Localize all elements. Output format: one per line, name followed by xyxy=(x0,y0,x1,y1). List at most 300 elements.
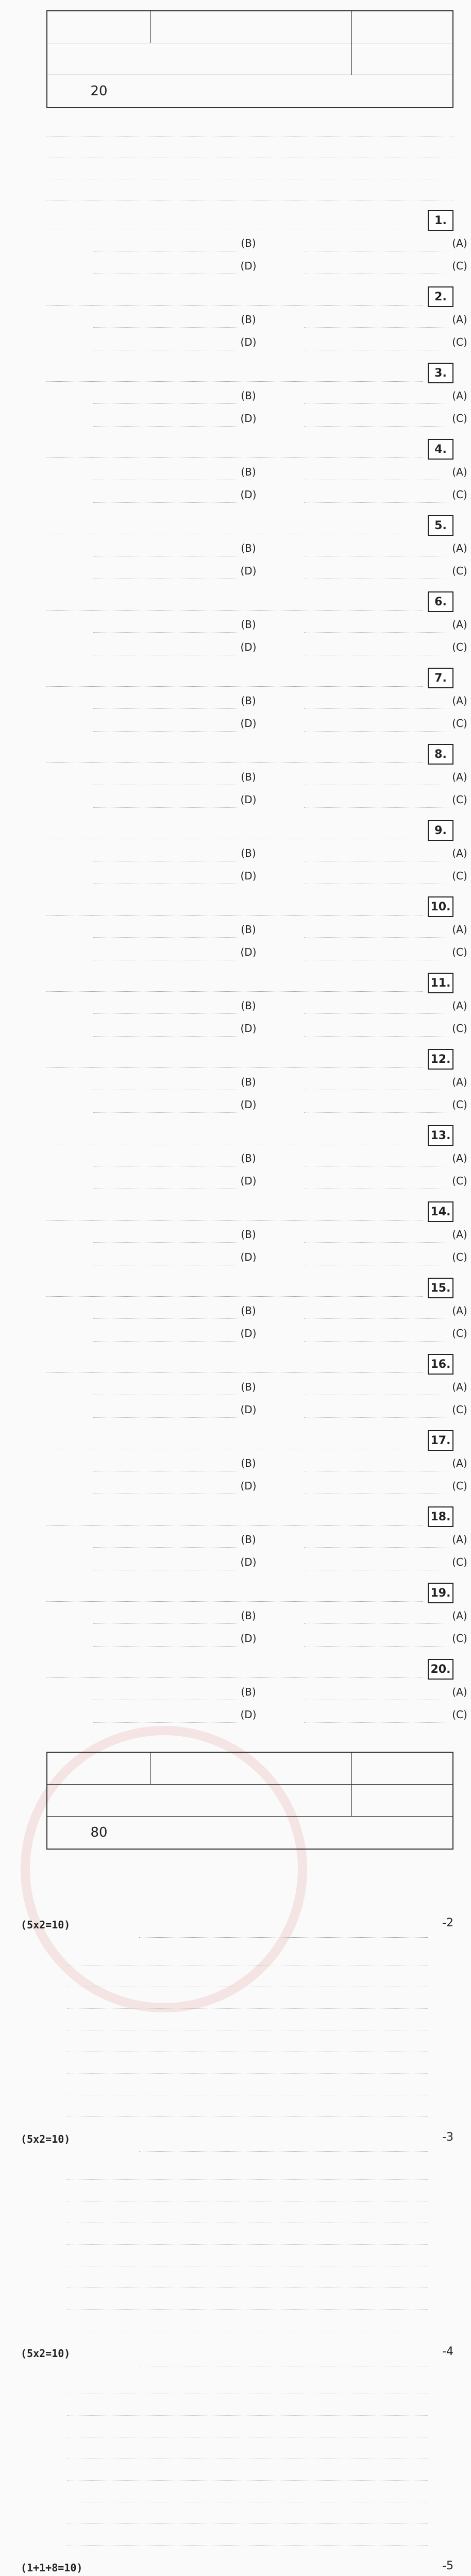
mcq-option-text xyxy=(93,1303,237,1319)
question-part xyxy=(67,2225,428,2245)
question-marks: (5x2=10) xyxy=(21,2133,71,2145)
mcq-option-letter: (C) xyxy=(452,1327,467,1340)
mcq-option-text xyxy=(93,1097,237,1113)
mcq-option xyxy=(93,1247,260,1267)
question-part xyxy=(67,2504,428,2524)
mcq-row xyxy=(46,1350,467,1426)
question-part xyxy=(67,2246,428,2266)
mcq-option-letter: (B) xyxy=(241,847,256,859)
mcq-option xyxy=(304,1072,471,1092)
mcq-option-text xyxy=(304,1631,448,1647)
mcq-option-letter: (A) xyxy=(452,1381,467,1393)
mcq-option xyxy=(93,919,260,940)
mcq-option-letter: (C) xyxy=(452,641,467,653)
question-part xyxy=(67,1989,428,2009)
mcq-option-text xyxy=(93,1326,237,1342)
mcq-option-text xyxy=(304,1684,448,1700)
mcq-option-text xyxy=(304,1021,448,1037)
mcq-option-text xyxy=(93,540,237,556)
mcq-option-letter: (A) xyxy=(452,1533,467,1546)
mcq-row xyxy=(46,435,467,511)
mcq-number: 1. xyxy=(428,210,453,231)
question-heading xyxy=(139,2345,428,2366)
mcq-option-text xyxy=(304,1532,448,1548)
mcq-option-text xyxy=(304,235,448,251)
mcq-option-text xyxy=(93,258,237,274)
mcq-option-letter: (B) xyxy=(241,237,256,249)
mcq-option xyxy=(304,538,471,558)
mcq-row xyxy=(46,511,467,587)
mcq-option-text xyxy=(304,1074,448,1090)
mcq-option-letter: (A) xyxy=(452,542,467,554)
mcq-option-text xyxy=(304,1303,448,1319)
mcq-question-text xyxy=(46,1430,423,1449)
mcq-option-letter: (C) xyxy=(452,1098,467,1111)
mcq-option-letter: (D) xyxy=(240,488,257,501)
mcq-question-text xyxy=(46,1125,423,1144)
mcq-option xyxy=(93,484,260,505)
mcq-row xyxy=(46,1045,467,1121)
mcq-option-text xyxy=(93,464,237,480)
mcq-option xyxy=(93,942,260,962)
mcq-number: 5. xyxy=(428,515,453,536)
mcq-option-letter: (C) xyxy=(452,1708,467,1721)
mcq-option-text xyxy=(304,563,448,579)
mcq-option-text xyxy=(304,1455,448,1471)
paper1-total-marks: 20 xyxy=(90,83,108,99)
mcq-option-text xyxy=(93,388,237,404)
mcq-option-text xyxy=(93,1707,237,1723)
mcq-option-text xyxy=(304,944,448,960)
mcq-option-text xyxy=(93,334,237,350)
mcq-option xyxy=(93,1552,260,1572)
mcq-option xyxy=(93,309,260,330)
mcq-option xyxy=(304,1148,471,1168)
question-part xyxy=(67,2439,428,2459)
mcq-option-text xyxy=(93,563,237,579)
mcq-option xyxy=(304,462,471,482)
mcq-option xyxy=(93,713,260,734)
mcq-option xyxy=(93,614,260,635)
mcq-option-text xyxy=(304,617,448,633)
mcq-option-text xyxy=(93,922,237,938)
mcq-row xyxy=(46,969,467,1045)
mcq-option-text xyxy=(304,1554,448,1570)
mcq-option-letter: (C) xyxy=(452,1632,467,1645)
mcq-option-text xyxy=(93,1554,237,1570)
mcq-option-text xyxy=(304,998,448,1014)
mcq-question-text xyxy=(46,286,423,306)
mcq-option-text xyxy=(304,487,448,503)
mcq-option-letter: (B) xyxy=(241,1457,256,1469)
mcq-option xyxy=(93,789,260,810)
mcq-option xyxy=(93,1628,260,1649)
mcq-option xyxy=(304,1704,471,1725)
mcq-number: 7. xyxy=(428,668,453,688)
mcq-option-letter: (C) xyxy=(452,1403,467,1416)
note-line xyxy=(46,116,453,137)
mcq-option-text xyxy=(304,411,448,427)
mcq-option-letter: (D) xyxy=(240,260,257,272)
mcq-option xyxy=(304,690,471,711)
mcq-option xyxy=(304,408,471,429)
mcq-option-letter: (B) xyxy=(241,1076,256,1088)
mcq-option-letter: (A) xyxy=(452,1609,467,1622)
mcq-option-letter: (D) xyxy=(240,717,257,730)
mcq-row xyxy=(46,1426,467,1502)
mcq-option xyxy=(93,1094,260,1115)
paper2-total-marks: 80 xyxy=(90,1825,108,1840)
paper1-time xyxy=(351,43,452,75)
question-part xyxy=(67,2010,428,2030)
mcq-option xyxy=(93,408,260,429)
question-marks: (1+1+8=10) xyxy=(21,2562,83,2574)
question-block xyxy=(21,1917,453,2131)
mcq-option-letter: (C) xyxy=(452,793,467,806)
question-marks: (5x2=10) xyxy=(21,1919,71,1931)
mcq-option xyxy=(93,1605,260,1626)
mcq-option-letter: (B) xyxy=(241,1304,256,1317)
mcq-option-letter: (A) xyxy=(452,237,467,249)
question-part xyxy=(67,2160,428,2180)
question-part xyxy=(67,2268,428,2288)
note-line xyxy=(46,158,453,179)
mcq-option-letter: (C) xyxy=(452,1022,467,1035)
mcq-option xyxy=(304,995,471,1016)
mcq-option-text xyxy=(93,1249,237,1265)
question-number: -2 xyxy=(442,1917,453,1929)
mcq-option-letter: (D) xyxy=(240,793,257,806)
mcq-option-text xyxy=(304,1097,448,1113)
mcq-option xyxy=(304,1476,471,1496)
paper1-paper xyxy=(47,11,150,43)
mcq-option-letter: (B) xyxy=(241,923,256,936)
mcq-option-text xyxy=(304,716,448,732)
mcq-option-text xyxy=(93,1402,237,1418)
mcq-option-text xyxy=(93,1532,237,1548)
mcq-option-letter: (B) xyxy=(241,1381,256,1393)
paper1-subject xyxy=(351,11,452,43)
mcq-option-letter: (D) xyxy=(240,1480,257,1492)
mcq-option xyxy=(304,1682,471,1702)
mcq-option xyxy=(93,1323,260,1344)
note-line xyxy=(46,137,453,158)
mcq-option-letter: (A) xyxy=(452,1228,467,1241)
mcq-option-letter: (B) xyxy=(241,999,256,1012)
mcq-option xyxy=(93,637,260,657)
mcq-number: 15. xyxy=(428,1278,453,1298)
mcq-option xyxy=(304,1171,471,1191)
mcq-question-text xyxy=(46,1583,423,1602)
mcq-option-letter: (B) xyxy=(241,618,256,631)
mcq-option-letter: (C) xyxy=(452,412,467,425)
mcq-option-letter: (A) xyxy=(452,1686,467,1698)
mcq-option-text xyxy=(304,792,448,808)
mcq-row xyxy=(46,892,467,969)
mcq-option-letter: (B) xyxy=(241,1152,256,1164)
mcq-option xyxy=(304,1628,471,1649)
mcq-option-text xyxy=(93,1684,237,1700)
mcq-row xyxy=(46,1274,467,1350)
mcq-option xyxy=(304,385,471,406)
mcq-option xyxy=(304,309,471,330)
mcq-option-text xyxy=(93,1379,237,1395)
mcq-option-letter: (D) xyxy=(240,870,257,882)
mcq-option xyxy=(304,713,471,734)
mcq-option-text xyxy=(93,1150,237,1166)
mcq-option-text xyxy=(304,1249,448,1265)
mcq-number: 20. xyxy=(428,1659,453,1680)
mcq-row xyxy=(46,740,467,816)
mcq-option-letter: (A) xyxy=(452,694,467,707)
mcq-number: 2. xyxy=(428,286,453,307)
question-part xyxy=(67,2461,428,2481)
mcq-option-text xyxy=(304,258,448,274)
mcq-option-letter: (B) xyxy=(241,389,256,402)
mcq-option-letter: (A) xyxy=(452,313,467,326)
mcq-question-text xyxy=(46,668,423,687)
mcq-option-text xyxy=(93,998,237,1014)
mcq-option xyxy=(304,866,471,886)
mcq-row xyxy=(46,206,467,282)
mcq-option xyxy=(93,385,260,406)
mcq-option-letter: (D) xyxy=(240,1022,257,1035)
mcq-option-letter: (D) xyxy=(240,1327,257,1340)
mcq-option xyxy=(93,561,260,581)
mcq-option-text xyxy=(304,1326,448,1342)
mcq-option-text xyxy=(93,1227,237,1243)
mcq-option-text xyxy=(93,487,237,503)
mcq-option xyxy=(93,995,260,1016)
mcq-number: 19. xyxy=(428,1583,453,1603)
question-heading xyxy=(139,1917,428,1938)
mcq-option-letter: (A) xyxy=(452,771,467,783)
mcq-option-text xyxy=(304,769,448,785)
question-part xyxy=(67,2290,428,2310)
mcq-option-letter: (B) xyxy=(241,694,256,707)
paper1-section-label xyxy=(150,43,351,75)
mcq-number: 9. xyxy=(428,820,453,841)
mcq-option xyxy=(304,942,471,962)
mcq-option-text xyxy=(93,1631,237,1647)
mcq-number: 17. xyxy=(428,1430,453,1451)
mcq-option xyxy=(304,1300,471,1321)
paper2-subject xyxy=(351,1753,452,1784)
mcq-option-text xyxy=(304,845,448,861)
mcq-option-text xyxy=(304,1173,448,1189)
mcq-option-letter: (B) xyxy=(241,771,256,783)
mcq-option xyxy=(304,1605,471,1626)
mcq-option-text xyxy=(93,235,237,251)
mcq-option-letter: (A) xyxy=(452,618,467,631)
mcq-option xyxy=(93,1018,260,1039)
mcq-option-letter: (C) xyxy=(452,1480,467,1492)
mcq-option-letter: (A) xyxy=(452,1076,467,1088)
note-line xyxy=(46,179,453,200)
mcq-option-text xyxy=(304,1150,448,1166)
mcq-question-text xyxy=(46,363,423,382)
mcq-option xyxy=(93,1529,260,1550)
mcq-option xyxy=(93,1377,260,1397)
mcq-option xyxy=(93,1072,260,1092)
mcq-option-letter: (B) xyxy=(241,313,256,326)
question-part xyxy=(67,2203,428,2223)
mcq-option xyxy=(304,1377,471,1397)
mcq-option xyxy=(93,1453,260,1473)
question-part xyxy=(67,2311,428,2331)
mcq-option-text xyxy=(93,1608,237,1624)
mcq-question-text xyxy=(46,1506,423,1526)
question-block xyxy=(21,2131,453,2345)
mcq-question-text xyxy=(46,1201,423,1221)
mcq-option-letter: (C) xyxy=(452,565,467,577)
mcq-number: 14. xyxy=(428,1201,453,1222)
mcq-option-text xyxy=(304,334,448,350)
mcq-option xyxy=(304,1529,471,1550)
mcq-question-text xyxy=(46,820,423,839)
mcq-option-letter: (C) xyxy=(452,946,467,958)
mcq-option xyxy=(304,484,471,505)
mcq-option xyxy=(93,1171,260,1191)
mcq-option xyxy=(304,1323,471,1344)
mcq-option-letter: (A) xyxy=(452,999,467,1012)
mcq-option-letter: (B) xyxy=(241,1533,256,1546)
mcq-option-text xyxy=(304,1402,448,1418)
mcq-option-text xyxy=(93,716,237,732)
mcq-row xyxy=(46,664,467,740)
question-block xyxy=(21,2345,453,2560)
mcq-option xyxy=(304,1224,471,1245)
mcq-option-text xyxy=(93,792,237,808)
mcq-option xyxy=(93,866,260,886)
mcq-option-text xyxy=(304,540,448,556)
mcq-option-letter: (C) xyxy=(452,336,467,348)
mcq-question-text xyxy=(46,1049,423,1068)
mcq-option-text xyxy=(304,388,448,404)
mcq-option-letter: (D) xyxy=(240,1403,257,1416)
mcq-option xyxy=(304,1018,471,1039)
mcq-option-letter: (B) xyxy=(241,1228,256,1241)
mcq-option-text xyxy=(93,639,237,655)
mcq-option-letter: (A) xyxy=(452,1304,467,1317)
mcq-row xyxy=(46,1655,467,1731)
mcq-option-letter: (D) xyxy=(240,336,257,348)
mcq-option-text xyxy=(304,464,448,480)
mcq-question-text xyxy=(46,439,423,458)
mcq-option xyxy=(304,767,471,787)
mcq-option-letter: (D) xyxy=(240,946,257,958)
paper2-time xyxy=(351,1785,452,1816)
mcq-option-letter: (A) xyxy=(452,466,467,478)
mcq-option-letter: (D) xyxy=(240,565,257,577)
mcq-option-text xyxy=(304,868,448,884)
mcq-option-letter: (C) xyxy=(452,717,467,730)
mcq-option xyxy=(304,1453,471,1473)
mcq-option-text xyxy=(304,639,448,655)
mcq-option-letter: (C) xyxy=(452,1175,467,1187)
question-part xyxy=(67,2032,428,2052)
mcq-option xyxy=(93,690,260,711)
mcq-option xyxy=(93,1148,260,1168)
mcq-option-letter: (A) xyxy=(452,1152,467,1164)
question-part xyxy=(67,2396,428,2416)
mcq-option xyxy=(304,1094,471,1115)
mcq-number: 16. xyxy=(428,1354,453,1375)
mcq-option-text xyxy=(304,1608,448,1624)
mcq-option xyxy=(304,637,471,657)
mcq-option-text xyxy=(304,1478,448,1494)
question-marks: (5x2=10) xyxy=(21,2347,71,2360)
question-part xyxy=(67,2482,428,2502)
mcq-number: 10. xyxy=(428,896,453,917)
paper2-section-label xyxy=(150,1785,351,1816)
question-part xyxy=(67,2526,428,2546)
mcq-number: 13. xyxy=(428,1125,453,1146)
mcq-option-letter: (C) xyxy=(452,260,467,272)
mcq-option-text xyxy=(93,312,237,328)
mcq-number: 12. xyxy=(428,1049,453,1070)
mcq-option-text xyxy=(93,1173,237,1189)
mcq-question-text xyxy=(46,744,423,763)
mcq-option xyxy=(93,1224,260,1245)
question-block xyxy=(21,2560,453,2576)
mcq-option xyxy=(304,1399,471,1420)
mcq-number: 6. xyxy=(428,591,453,612)
mcq-option xyxy=(304,843,471,863)
mcq-option xyxy=(304,919,471,940)
mcq-option xyxy=(93,1399,260,1420)
mcq-row xyxy=(46,282,467,359)
mcq-option xyxy=(93,332,260,352)
mcq-option-letter: (C) xyxy=(452,1251,467,1263)
mcq-option-letter: (D) xyxy=(240,1098,257,1111)
mcq-option-letter: (B) xyxy=(241,1686,256,1698)
mcq-option xyxy=(93,538,260,558)
mcq-option-text xyxy=(93,845,237,861)
mcq-option-letter: (D) xyxy=(240,641,257,653)
mcq-option xyxy=(304,614,471,635)
mcq-option-letter: (A) xyxy=(452,847,467,859)
mcq-option xyxy=(304,233,471,253)
mcq-option xyxy=(304,789,471,810)
mcq-number: 3. xyxy=(428,363,453,383)
mcq-option-text xyxy=(304,693,448,709)
mcq-option-text xyxy=(304,1227,448,1243)
question-part xyxy=(67,1945,428,1965)
paper2-header xyxy=(46,1752,453,1850)
question-part xyxy=(67,2181,428,2201)
mcq-number: 11. xyxy=(428,973,453,993)
mcq-option-text xyxy=(93,769,237,785)
mcq-option-text xyxy=(93,617,237,633)
mcq-row xyxy=(46,359,467,435)
mcq-option-text xyxy=(93,411,237,427)
question-number: -4 xyxy=(442,2345,453,2358)
mcq-option-letter: (A) xyxy=(452,1457,467,1469)
mcq-option xyxy=(304,1552,471,1572)
mcq-question-text xyxy=(46,1278,423,1297)
mcq-option-text xyxy=(304,312,448,328)
mcq-number: 4. xyxy=(428,439,453,460)
paper1-header xyxy=(46,10,453,108)
question-part xyxy=(67,2075,428,2095)
mcq-option xyxy=(93,767,260,787)
mcq-option-text xyxy=(304,1707,448,1723)
mcq-option-letter: (A) xyxy=(452,923,467,936)
mcq-option-letter: (C) xyxy=(452,1556,467,1568)
mcq-option-text xyxy=(93,1021,237,1037)
question-heading xyxy=(139,2560,428,2576)
